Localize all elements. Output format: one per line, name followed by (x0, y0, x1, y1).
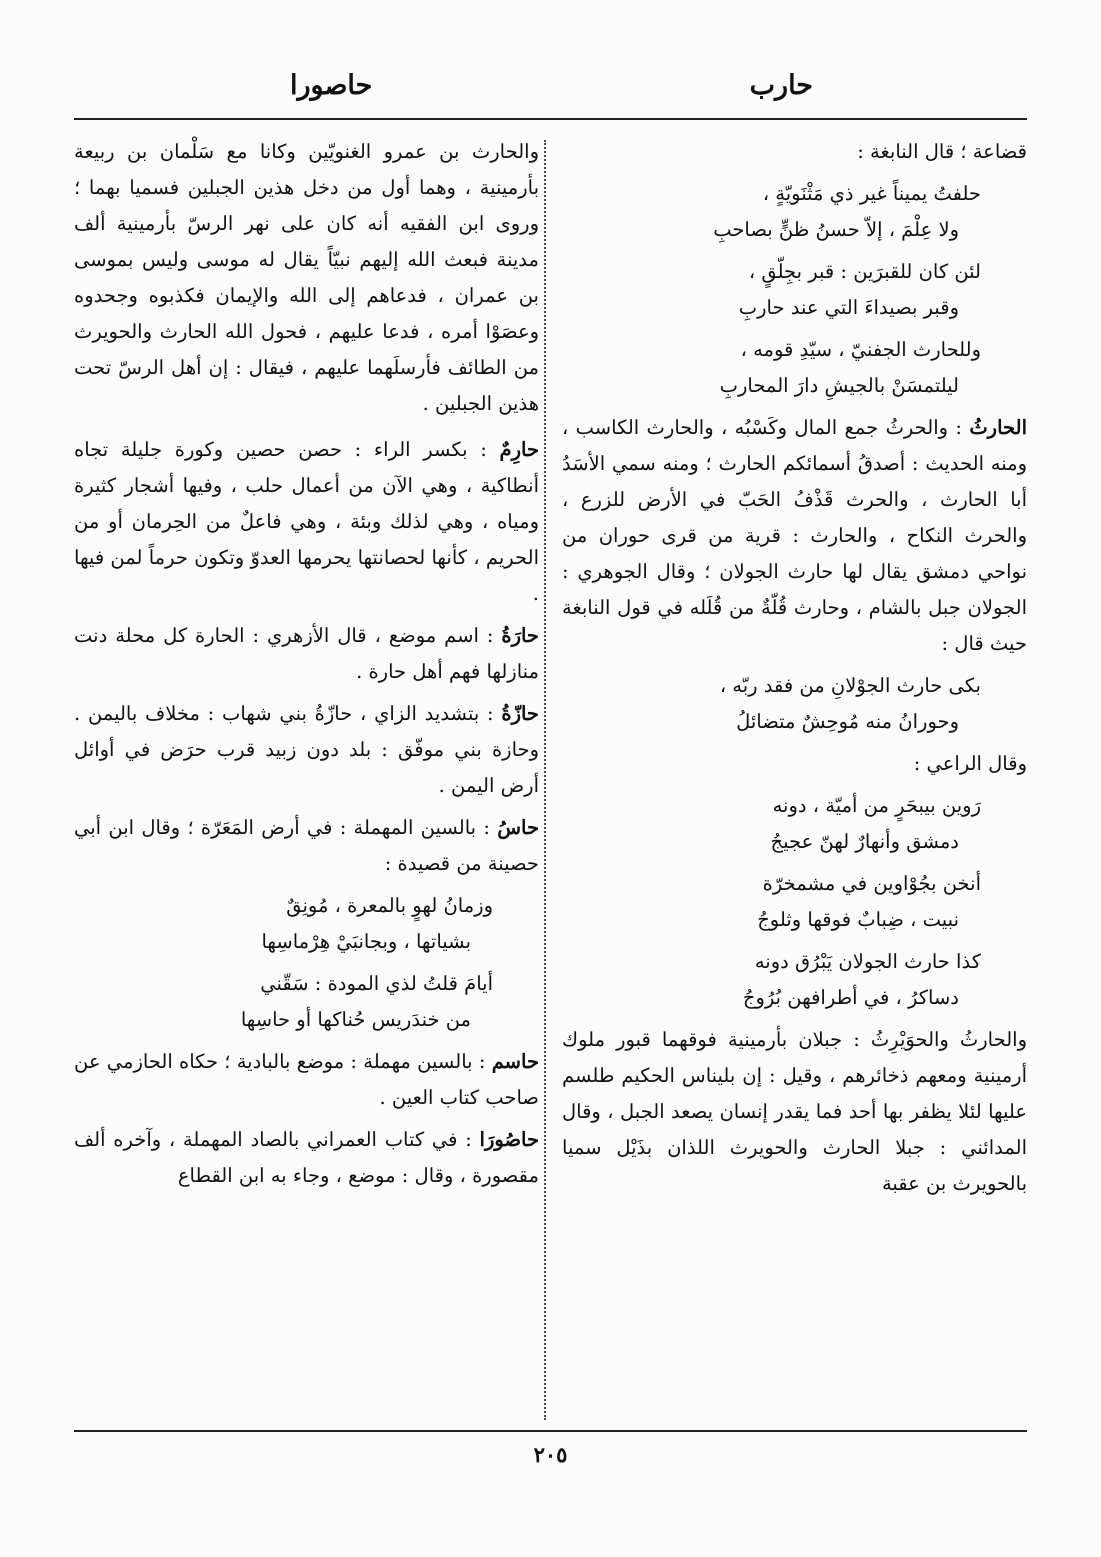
entry-text: : في كتاب العمراني بالصاد المهملة ، وآخره ألف مقصورة ، وقال : موضع ، وجاء به ابن القطاع (74, 1128, 539, 1187)
paragraph: قضاعة ؛ قال النابغة : (857, 140, 1027, 163)
verse-line: بكى حارث الجوْلانِ من فقد ربّه ، (719, 674, 981, 697)
entry-headword: حازّةُ (501, 702, 539, 725)
entry-hasim (74, 1044, 539, 1116)
verse-block (562, 176, 1027, 248)
running-header-left: حاصورا (290, 70, 373, 101)
entry-harim (74, 432, 539, 612)
entry-headword: الحارثُ (969, 416, 1027, 439)
verse-block (74, 888, 539, 960)
paragraph: وقال الراعي : (913, 752, 1027, 775)
column-separator (544, 140, 546, 1420)
left-column (74, 134, 539, 1426)
running-header-right: حارب (749, 70, 813, 101)
verse-line: وللحارث الجفنيّ ، سيّدِ قومه ، (740, 338, 981, 361)
verse-block (562, 788, 1027, 860)
entry-harith (562, 410, 1027, 662)
entry-text: : بكسر الراء : حصن حصين وكورة جليلة تجاه أنطاكية ، وهي الآن من أعمال حلب ، وفيها أشجار كثيرة ومياه ، وهي لذلك وبئة ، وهي فاعلٌ من الحِرمان أو من الحريم ، كأنها لحصانتها يحرمها العدوّ وتكون حرماً لمن فيها . (74, 438, 539, 605)
entry-has (74, 810, 539, 882)
verse-line: ولا عِلْمَ ، إلاّ حسنُ ظنٍّ بصاحبِ (713, 218, 959, 241)
entry-text: : بتشديد الزاي ، حازّةُ بني شهاب : مخلاف باليمن . وحازة بني موفّق : بلد دون زبيد قرب حرَض في أوائل أرض اليمن . (74, 702, 539, 797)
bottom-rule (74, 1430, 1027, 1432)
entry-headword: حاسُ (497, 816, 539, 839)
entry-text: : اسم موضع ، قال الأزهري : الحارة كل محلة دنت منازلها فهم أهل حارة . (74, 624, 539, 683)
verse-line: أيامَ قلتُ لذي المودة : سَقّني (260, 972, 493, 995)
entry-headword: حارَةُ (501, 624, 539, 647)
entry-text: : بالسين مهملة : موضع بالبادية ؛ حكاه الحازمي عن صاحب كتاب العين . (74, 1050, 539, 1109)
verse-block (562, 944, 1027, 1016)
paragraph: والحارثُ والحوَيْرِثُ : جبلان بأرمينية فوقهما قبور ملوك أرمينية ومعهم ذخائرهم ، وقيل : إن بليناس الحكيم طلسم عليها لئلا يظفر بها أحد فما يقدر إنسان يصعد الجبل ، وقال المدائني : جبلا الحارث والحويرث اللذان بذَيْل سميا بالحويرث بن عقبة (562, 1028, 1027, 1195)
verse-block (562, 668, 1027, 740)
entry-headword: حارِمٌ (499, 438, 539, 461)
verse-line: بشياتها ، وبجانبَيْ هِرْماسِها (261, 930, 471, 953)
verse-line: دساكرُ ، في أطرافهن بُرُوجُ (742, 986, 959, 1009)
verse-block (74, 966, 539, 1038)
verse-block (562, 254, 1027, 326)
entry-text: : والحرثُ جمع المال وكَسْبُه ، والحارث الكاسب ، ومنه الحديث : أصدقُ أسمائكم الحارث ؛ ومنه سمي الأسَدُ أبا الحارث ، والحرث قَذْفُ الحَبّ في الأرض للزرع ، والحرث النكاح ، والحارث : قرية من قرى حوران من نواحي دمشق يقال لها حارث الجولان ؛ وقال الجوهري : الجولان جبل بالشام ، وحارث قُلّةٌ من قُلَله في قول النابغة حيث قال : (562, 416, 1027, 655)
entry-hasura (74, 1122, 539, 1194)
verse-line: وقبر بصيداءَ التي عند حاربِ (738, 296, 959, 319)
verse-line: ليلتمسَنْ بالجيشِ دارَ المحاربِ (719, 374, 959, 397)
verse-line: دمشق وأنهارٌ لهنّ عجيجُ (770, 830, 959, 853)
top-rule (74, 118, 1027, 120)
entry-text: : بالسين المهملة : في أرض المَعَرّة ؛ وقال ابن أبي حصينة من قصيدة : (74, 816, 539, 875)
entry-hara (74, 618, 539, 690)
verse-block (562, 866, 1027, 938)
verse-line: وزمانُ لهوٍ بالمعرة ، مُونِقٌ (286, 894, 493, 917)
verse-line: من خندَريس حُناكها أو حاسِها (240, 1008, 471, 1031)
right-column (562, 134, 1027, 1426)
verse-block (562, 332, 1027, 404)
verse-line: رَوين بيبحَرٍ من أميّة ، دونه (772, 794, 981, 817)
verse-line: لئن كان للقبرَين : قبر بجِلّقٍ ، (748, 260, 981, 283)
verse-line: وحورانُ منه مُوحِشٌ متضائلُ (736, 710, 959, 733)
paragraph: والحارث بن عمرو الغنويّين وكانا مع سَلْمان بن ربيعة بأرمينية ، وهما أول من دخل هذين الجبلين فسميا بهما ؛ وروى ابن الفقيه أنه كان على نهر الرسّ بأرمينية ألف مدينة فبعث الله إليهم نبيّاً يقال له موسى وليس بموسى بن عمران ، فدعاهم إلى الله والإيمان فكذبوه وجحدوه وعصَوْا أمره ، فدعا عليهم ، فحول الله الحارث والحويرث من الطائف فأرسلَهما عليهم ، فيقال : إن أهل الرسّ تحت هذين الجبلين . (74, 140, 539, 415)
verse-line: أنخن بجُوْاوين في مشمخرّة (762, 872, 981, 895)
verse-line: نبيت ، ضِبابٌ فوقها وثلوجُ (757, 908, 959, 931)
verse-line: كذا حارث الجولان يَبْرُق دونه (754, 950, 981, 973)
verse-line: حلفتُ يميناً غير ذي مَثْنَويّةٍ ، (762, 182, 981, 205)
entry-headword: حاسم (491, 1050, 539, 1073)
page-number: ٢٠٥ (533, 1442, 568, 1467)
entry-headword: حاصُورَا (479, 1128, 539, 1151)
entry-hazza (74, 696, 539, 804)
